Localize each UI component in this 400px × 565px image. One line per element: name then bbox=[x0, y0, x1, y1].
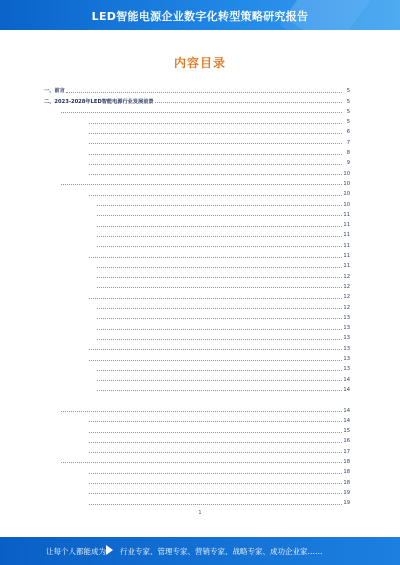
toc-entry[interactable] bbox=[44, 259, 350, 269]
page-number: 1 bbox=[198, 510, 202, 516]
toc-entry-page: 8 bbox=[346, 150, 350, 157]
toc-entry-page: 13 bbox=[343, 366, 350, 373]
toc-entry[interactable] bbox=[44, 269, 350, 279]
toc-entry[interactable] bbox=[44, 115, 350, 125]
toc-heading: 内容目录 bbox=[173, 56, 226, 70]
toc-entry[interactable] bbox=[44, 383, 350, 393]
toc-dot-leader bbox=[61, 112, 342, 113]
toc-entry-page: 10 bbox=[343, 201, 350, 208]
toc-dot-leader bbox=[89, 442, 342, 443]
toc-dot-leader bbox=[89, 133, 342, 134]
arrow-right-icon bbox=[106, 545, 113, 555]
toc-dot-leader bbox=[89, 154, 342, 155]
toc-entry[interactable] bbox=[44, 135, 350, 145]
toc-dot-leader bbox=[89, 473, 342, 474]
toc-entry-label: 一、前言 bbox=[44, 88, 65, 95]
toc-entry[interactable] bbox=[44, 125, 350, 135]
toc-dot-leader bbox=[97, 215, 342, 216]
toc-dot-leader bbox=[61, 462, 342, 463]
toc-entry-page: 18 bbox=[343, 458, 350, 465]
toc-entry-page: 13 bbox=[343, 314, 350, 321]
toc-dot-leader bbox=[97, 370, 342, 371]
toc-entry-page: 13 bbox=[343, 325, 350, 332]
toc-dot-leader bbox=[89, 195, 342, 196]
toc-dot-leader bbox=[97, 339, 342, 340]
table-of-contents bbox=[44, 84, 350, 506]
toc-dot-leader bbox=[61, 411, 342, 412]
toc-entry-page: 13 bbox=[343, 356, 350, 363]
toc-entry[interactable] bbox=[44, 486, 350, 496]
toc-entry[interactable] bbox=[44, 455, 350, 465]
toc-entry[interactable] bbox=[44, 414, 350, 424]
toc-dot-leader bbox=[97, 308, 342, 309]
toc-entry[interactable] bbox=[44, 187, 350, 197]
toc-dot-leader bbox=[97, 205, 342, 206]
toc-entry-page: 12 bbox=[343, 283, 350, 290]
toc-entry-page: 11 bbox=[343, 253, 350, 260]
toc-entry[interactable] bbox=[44, 393, 350, 403]
toc-entry[interactable] bbox=[44, 444, 350, 454]
toc-entry-page: 5 bbox=[346, 119, 350, 126]
toc-entry-label: 二、2023-2028年LED智能电源行业发展前景 bbox=[44, 98, 154, 105]
toc-entry[interactable] bbox=[44, 321, 350, 331]
toc-dot-leader bbox=[97, 380, 342, 381]
toc-dot-leader bbox=[61, 184, 342, 185]
toc-entry-page: 12 bbox=[343, 304, 350, 311]
toc-entry-page: 19 bbox=[343, 489, 350, 496]
toc-dot-leader bbox=[89, 123, 342, 124]
toc-entry-page: 18 bbox=[343, 469, 350, 476]
toc-dot-leader bbox=[89, 421, 342, 422]
toc-dot-leader bbox=[97, 287, 342, 288]
toc-entry[interactable] bbox=[44, 249, 350, 259]
toc-entry-page: 14 bbox=[343, 376, 350, 383]
toc-entry[interactable] bbox=[44, 311, 350, 321]
toc-dot-leader bbox=[89, 298, 342, 299]
toc-dot-leader bbox=[97, 226, 342, 227]
toc-entry[interactable] bbox=[44, 218, 350, 228]
toc-entry[interactable] bbox=[44, 84, 350, 94]
toc-entry[interactable] bbox=[44, 208, 350, 218]
toc-entry-page: 11 bbox=[343, 242, 350, 249]
report-title: LED智能电源企业数字化转型策略研究报告 bbox=[91, 10, 309, 23]
toc-entry[interactable] bbox=[44, 280, 350, 290]
toc-entry-page: 9 bbox=[346, 160, 350, 167]
toc-dot-leader bbox=[155, 102, 342, 103]
toc-entry[interactable] bbox=[44, 475, 350, 485]
toc-dot-leader bbox=[97, 236, 342, 237]
toc-dot-leader bbox=[97, 267, 342, 268]
toc-dot-leader bbox=[89, 504, 342, 505]
toc-entry[interactable] bbox=[44, 362, 350, 372]
toc-dot-leader bbox=[97, 246, 342, 247]
toc-entry[interactable] bbox=[44, 156, 350, 166]
toc-entry-page: 16 bbox=[343, 438, 350, 445]
toc-entry-page: 17 bbox=[343, 448, 350, 455]
toc-entry[interactable] bbox=[44, 290, 350, 300]
toc-entry[interactable] bbox=[44, 300, 350, 310]
footer-cta: 让每个人都能成为 bbox=[46, 547, 106, 556]
footer-banner bbox=[0, 537, 400, 565]
toc-entry-page: 12 bbox=[343, 273, 350, 280]
toc-dot-leader bbox=[89, 257, 342, 258]
toc-entry[interactable] bbox=[44, 94, 350, 104]
toc-entry[interactable] bbox=[44, 105, 350, 115]
toc-entry-page: 18 bbox=[343, 479, 350, 486]
toc-entry-page: 5 bbox=[346, 98, 350, 105]
toc-entry-page: 10 bbox=[343, 170, 350, 177]
toc-dot-leader bbox=[89, 143, 342, 144]
footer-roles: 行业专家、管理专家、营销专家、战略专家、成功企业家…… bbox=[120, 547, 323, 556]
toc-entry-page: 11 bbox=[343, 222, 350, 229]
toc-entry[interactable] bbox=[44, 465, 350, 475]
toc-entry-page: 13 bbox=[343, 335, 350, 342]
toc-entry[interactable] bbox=[44, 372, 350, 382]
toc-entry[interactable] bbox=[44, 403, 350, 413]
toc-entry[interactable] bbox=[44, 228, 350, 238]
toc-entry-page: 10 bbox=[343, 180, 350, 187]
toc-dot-leader bbox=[97, 277, 342, 278]
toc-entry[interactable] bbox=[44, 496, 350, 506]
toc-entry-page: 12 bbox=[343, 294, 350, 301]
toc-dot-leader bbox=[89, 432, 342, 433]
toc-entry-page: 14 bbox=[343, 407, 350, 414]
toc-entry[interactable] bbox=[44, 197, 350, 207]
toc-entry[interactable] bbox=[44, 331, 350, 341]
toc-entry-page: 5 bbox=[346, 88, 350, 95]
toc-dot-leader bbox=[89, 164, 342, 165]
toc-dot-leader bbox=[97, 390, 342, 391]
toc-dot-leader bbox=[97, 318, 342, 319]
toc-dot-leader bbox=[66, 92, 342, 93]
toc-entry[interactable] bbox=[44, 424, 350, 434]
toc-dot-leader bbox=[89, 360, 342, 361]
toc-entry[interactable] bbox=[44, 352, 350, 362]
toc-dot-leader bbox=[89, 493, 342, 494]
toc-entry-page: 11 bbox=[343, 263, 350, 270]
toc-entry-page: 5 bbox=[346, 108, 350, 115]
toc-entry[interactable] bbox=[44, 341, 350, 351]
toc-entry[interactable] bbox=[44, 177, 350, 187]
toc-dot-leader bbox=[89, 452, 342, 453]
toc-entry-page: 13 bbox=[343, 345, 350, 352]
toc-entry[interactable] bbox=[44, 238, 350, 248]
toc-entry-page: 19 bbox=[343, 500, 350, 507]
toc-entry-page: 7 bbox=[346, 139, 350, 146]
toc-dot-leader bbox=[89, 174, 342, 175]
toc-entry[interactable] bbox=[44, 434, 350, 444]
toc-entry-page: 10 bbox=[343, 191, 350, 198]
toc-entry-page: 14 bbox=[343, 417, 350, 424]
toc-entry-page: 14 bbox=[343, 386, 350, 393]
toc-entry-page: 6 bbox=[346, 129, 350, 136]
toc-dot-leader bbox=[89, 483, 342, 484]
toc-dot-leader bbox=[97, 329, 342, 330]
toc-entry[interactable] bbox=[44, 166, 350, 176]
toc-dot-leader bbox=[89, 349, 342, 350]
toc-entry-page: 11 bbox=[343, 211, 350, 218]
toc-entry[interactable] bbox=[44, 146, 350, 156]
header-banner bbox=[0, 0, 400, 30]
toc-entry-page: 15 bbox=[343, 428, 350, 435]
toc-entry-page: 11 bbox=[343, 232, 350, 239]
